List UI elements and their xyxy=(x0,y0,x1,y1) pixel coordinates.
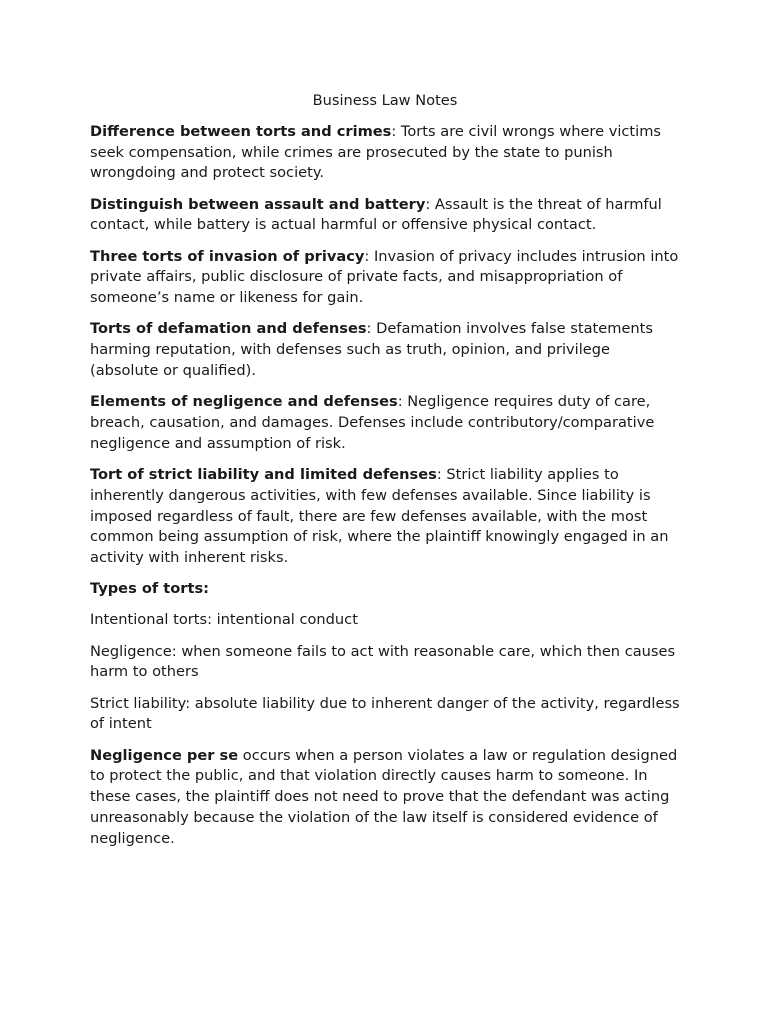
document-page xyxy=(90,91,680,860)
paragraph-intentional-torts xyxy=(90,610,680,631)
paragraph-heading: Negligence per se xyxy=(90,746,239,764)
paragraph-negligence-elements xyxy=(90,392,680,454)
paragraph-heading: Three torts of invasion of privacy xyxy=(90,247,365,265)
paragraph-types-of-torts xyxy=(90,579,680,600)
paragraph-text: : Strict liability applies to inherently dangerous activities, with few defenses available. Since liability is imposed regardless of fault, there are few defenses available, with the most common being assumption of risk, where the plaintiff knowingly engaged in an activity with inherent risks. xyxy=(90,465,669,567)
paragraph-text: Intentional torts: intentional conduct xyxy=(90,611,358,629)
paragraph-heading: Types of torts: xyxy=(90,580,210,598)
paragraph-negligence-per-se xyxy=(90,746,680,850)
paragraph-strict-liability xyxy=(90,465,680,569)
paragraph-text: : Negligence requires duty of care, breach, causation, and damages. Defenses include contributory/comparative negligence and assumption of risk. xyxy=(90,393,655,452)
paragraph-text: : Assault is the threat of harmful contact, while battery is actual harmful or offensive physical contact. xyxy=(90,195,662,234)
paragraph-assault-battery xyxy=(90,195,680,237)
paragraph-negligence xyxy=(90,642,680,684)
paragraph-heading: Elements of negligence and defenses xyxy=(90,393,398,411)
paragraph-strict-liability-type xyxy=(90,694,680,736)
paragraph-text: Strict liability: absolute liability due to inherent danger of the activity, regardless of intent xyxy=(90,694,680,733)
paragraph-text: occurs when a person violates a law or regulation designed to protect the public, and that violation directly causes harm to someone. In these cases, the plaintiff does not need to prove that the defendant was acting unreasonably because the violation of the law itself is considered evidence of negligence. xyxy=(90,746,678,847)
paragraph-text: : Torts are civil wrongs where victims seek compensation, while crimes are prosecuted by the state to punish wrongdoing and protect society. xyxy=(90,122,662,182)
paragraph-heading: Distinguish between assault and battery xyxy=(90,195,426,213)
paragraph-defamation xyxy=(90,319,680,381)
paragraph-heading: Tort of strict liability and limited defenses xyxy=(90,465,437,483)
paragraph-heading: Difference between torts and crimes xyxy=(90,122,392,140)
paragraph-text: Negligence: when someone fails to act with reasonable care, which then causes harm to others xyxy=(90,642,676,681)
paragraph-text: : Defamation involves false statements harming reputation, with defenses such as truth, opinion, and privilege (absolute or qualified). xyxy=(90,320,654,379)
paragraph-torts-vs-crimes xyxy=(90,122,680,184)
paragraph-invasion-of-privacy xyxy=(90,247,680,309)
paragraph-heading: Torts of defamation and defenses xyxy=(90,320,367,338)
paragraph-text: : Invasion of privacy includes intrusion into private affairs, public disclosure of private facts, and misappropriation of someone’s name or likeness for gain. xyxy=(90,247,679,307)
document-title: Business Law Notes xyxy=(312,92,458,109)
